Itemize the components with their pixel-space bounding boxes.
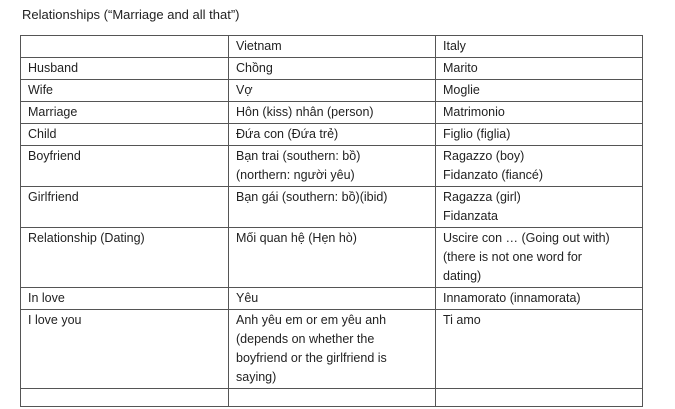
table-row: [21, 146, 643, 187]
document-title: Relationships (“Marriage and all that”): [22, 7, 240, 22]
english-cell: Wife: [21, 80, 229, 102]
table-row: [21, 288, 643, 310]
english-cell: Boyfriend: [21, 146, 229, 187]
vietnam-cell: Bạn gái (southern: bồ)(ibid): [229, 187, 436, 228]
header-cell-english: [21, 36, 229, 58]
table-row: [21, 187, 643, 228]
italy-cell: Matrimonio: [436, 102, 643, 124]
italy-cell: Ragazzo (boy) Fidanzato (fiancé): [436, 146, 643, 187]
table-row: [21, 58, 643, 80]
english-cell: Marriage: [21, 102, 229, 124]
vietnam-cell: Yêu: [229, 288, 436, 310]
italy-cell: Uscire con … (Going out with) (there is not one word for dating): [436, 228, 643, 288]
italy-cell: Figlio (figlia): [436, 124, 643, 146]
vietnam-cell: Bạn trai (southern: bồ) (northern: người yêu): [229, 146, 436, 187]
relationships-table: [20, 35, 643, 407]
vietnam-cell: Đứa con (Đứa trẻ): [229, 124, 436, 146]
italy-cell: Ragazza (girl) Fidanzata: [436, 187, 643, 228]
table-row: [21, 102, 643, 124]
table-row: [21, 228, 643, 288]
vietnam-cell: Mối quan hệ (Hẹn hò): [229, 228, 436, 288]
italy-cell: Moglie: [436, 80, 643, 102]
vietnam-cell: Anh yêu em or em yêu anh (depends on whether the boyfriend or the girlfriend is saying): [229, 310, 436, 389]
table-row: [21, 310, 643, 389]
english-cell: In love: [21, 288, 229, 310]
english-cell: Girlfriend: [21, 187, 229, 228]
english-cell: [21, 389, 229, 407]
table-row: [21, 124, 643, 146]
english-cell: I love you: [21, 310, 229, 389]
vietnam-cell: Chồng: [229, 58, 436, 80]
vietnam-cell: Hôn (kiss) nhân (person): [229, 102, 436, 124]
english-cell: Husband: [21, 58, 229, 80]
table-row: [21, 80, 643, 102]
table-row-empty: [21, 389, 643, 407]
english-cell: Relationship (Dating): [21, 228, 229, 288]
table-header-row: [21, 36, 643, 58]
header-cell-italy: Italy: [436, 36, 643, 58]
italy-cell: Ti amo: [436, 310, 643, 389]
vietnam-cell: [229, 389, 436, 407]
italy-cell: [436, 389, 643, 407]
english-cell: Child: [21, 124, 229, 146]
vietnam-cell: Vợ: [229, 80, 436, 102]
header-cell-vietnam: Vietnam: [229, 36, 436, 58]
italy-cell: Innamorato (innamorata): [436, 288, 643, 310]
italy-cell: Marito: [436, 58, 643, 80]
